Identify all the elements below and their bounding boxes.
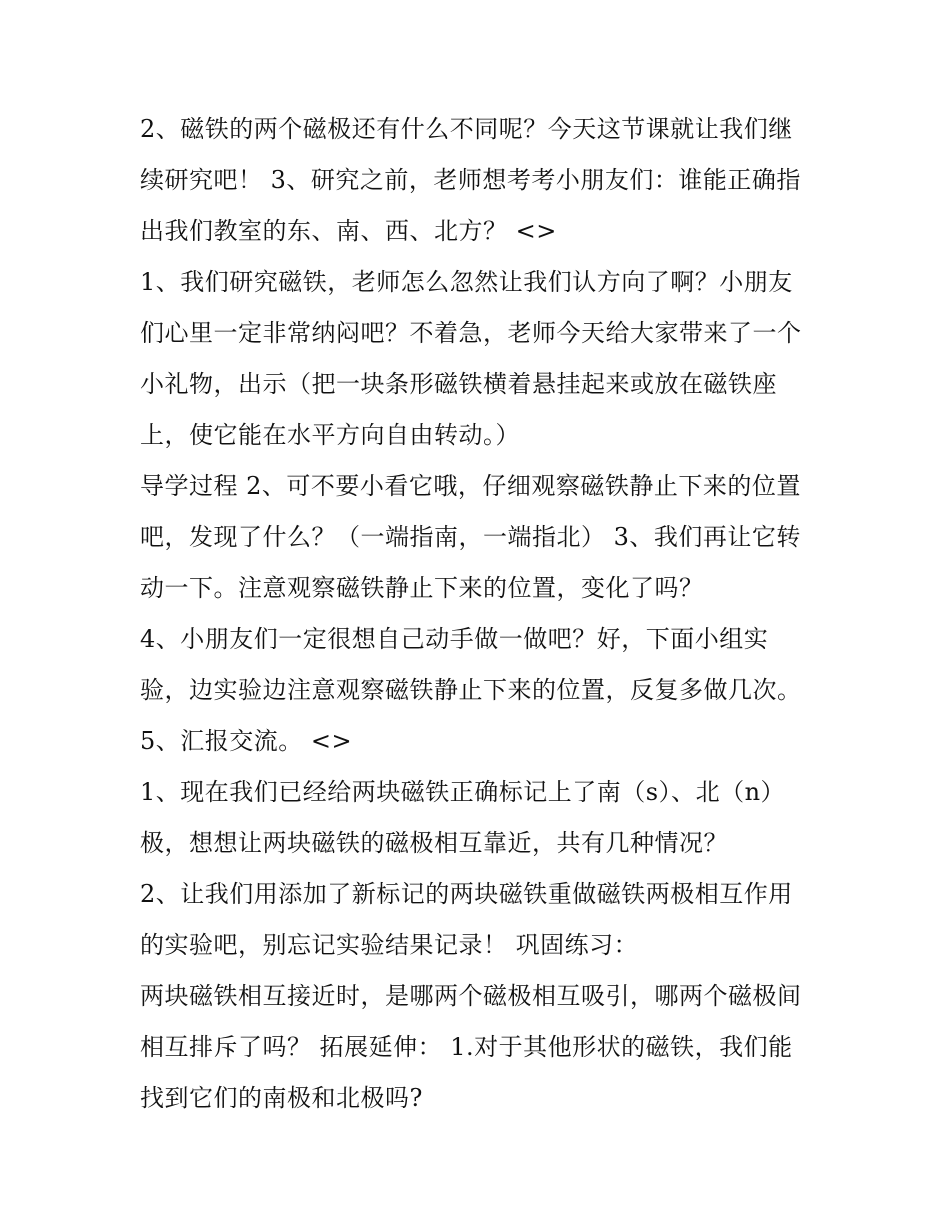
text-line: 出我们教室的东、南、西、北方？ <> (140, 217, 557, 245)
text-line: 1、现在我们已经给两块磁铁正确标记上了南（s）、北（n） (140, 778, 786, 806)
text-line: 吧，发现了什么？（一端指南，一端指北） 3、我们再让它转 (140, 523, 801, 551)
text-line: 极，想想让两块磁铁的磁极相互靠近，共有几种情况？ (140, 829, 728, 857)
text-line: 们心里一定非常纳闷吧？不着急，老师今天给大家带来了一个 (140, 319, 802, 347)
text-line: 小礼物，出示（把一块条形磁铁横着悬挂起来或放在磁铁座 (140, 370, 777, 398)
text-line: 两块磁铁相互接近时，是哪两个磁极相互吸引，哪两个磁极间 (140, 982, 802, 1010)
text-line: 续研究吧！ 3、研究之前，老师想考考小朋友们：谁能正确指 (140, 166, 801, 194)
text-line: 4、小朋友们一定很想自己动手做一做吧？好，下面小组实 (140, 625, 769, 653)
document-body (140, 104, 830, 1124)
text-line: 导学过程 2、可不要小看它哦，仔细观察磁铁静止下来的位置 (140, 472, 801, 500)
text-line: 1、我们研究磁铁，老师怎么忽然让我们认方向了啊？小朋友 (140, 268, 793, 296)
text-line: 上，使它能在水平方向自由转动。） (140, 421, 520, 449)
text-line: 的实验吧，别忘记实验结果记录！ 巩固练习： (140, 931, 639, 959)
text-line: 动一下。注意观察磁铁静止下来的位置，变化了吗？ (140, 574, 704, 602)
text-line: 2、磁铁的两个磁极还有什么不同呢？今天这节课就让我们继 (140, 115, 793, 143)
text-line: 找到它们的南极和北极吗? (140, 1084, 423, 1112)
text-line: 5、汇报交流。 <> (140, 727, 353, 755)
text-line: 验，边实验边注意观察磁铁静止下来的位置，反复多做几次。 (140, 676, 802, 704)
text-line: 相互排斥了吗？ 拓展延伸： 1.对于其他形状的磁铁，我们能 (140, 1033, 793, 1061)
text-line: 2、让我们用添加了新标记的两块磁铁重做磁铁两极相互作用 (140, 880, 793, 908)
